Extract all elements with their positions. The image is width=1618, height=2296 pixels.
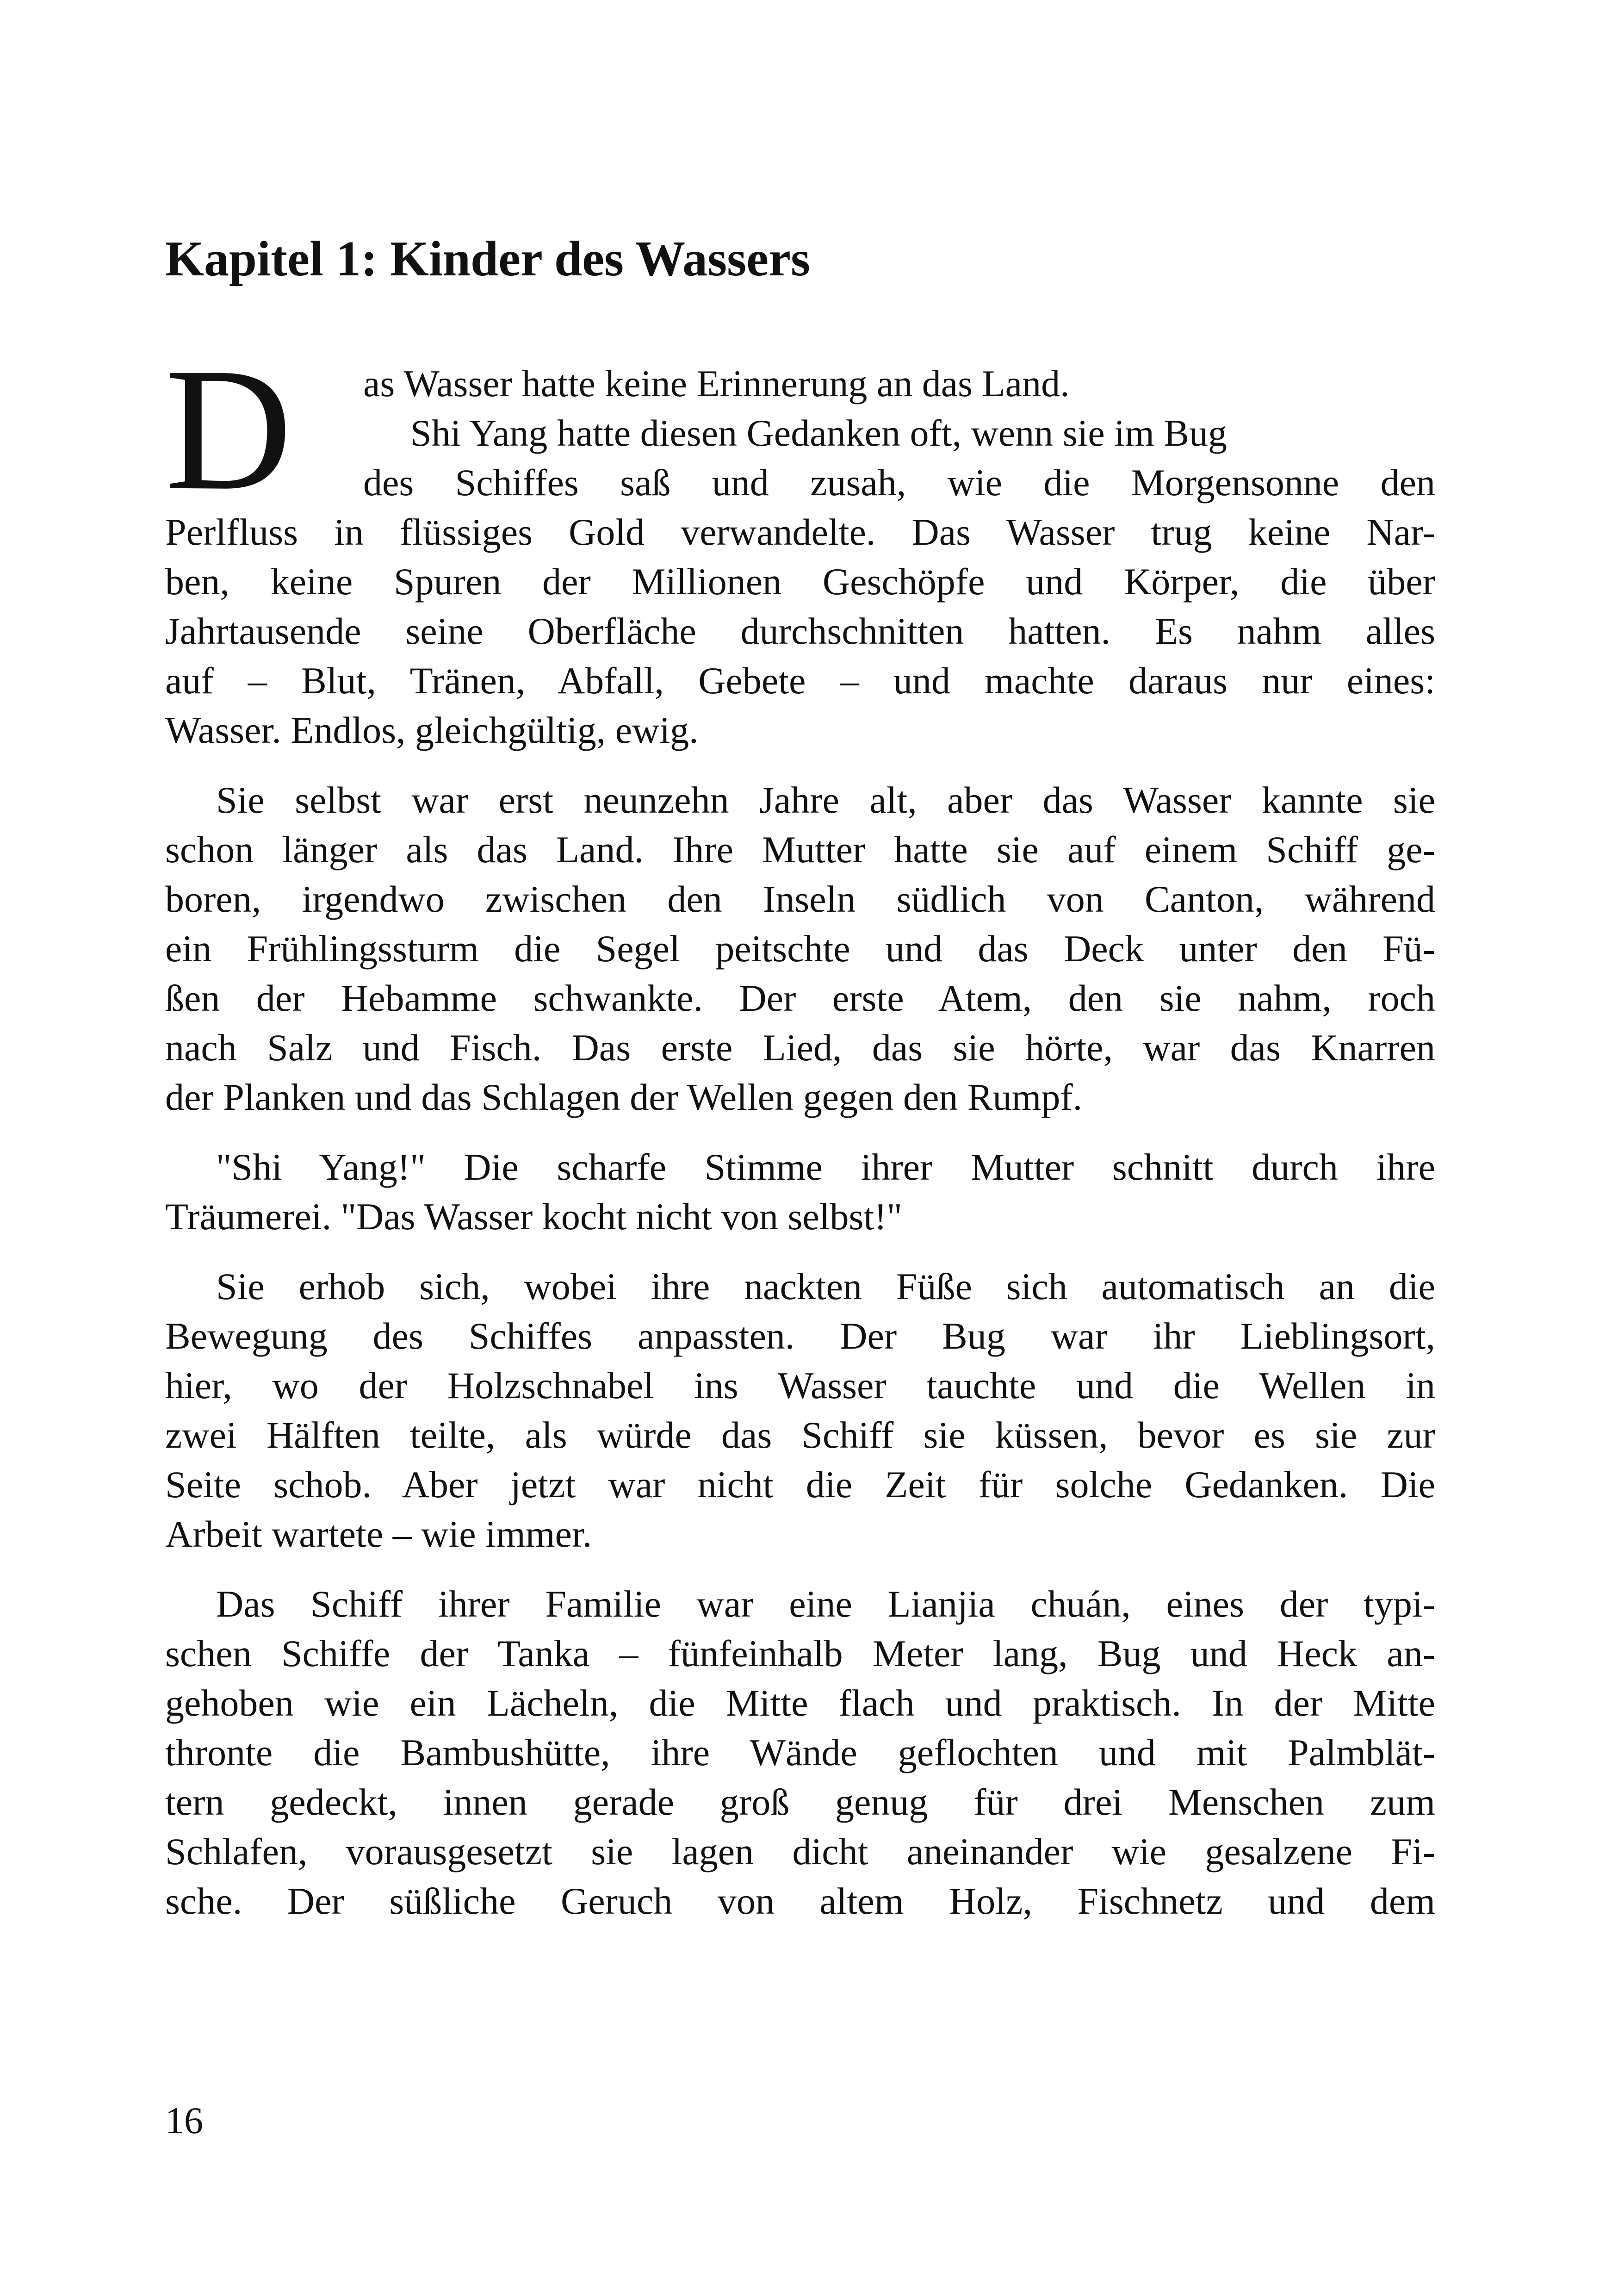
text-line: tern gedeckt, innen gerade groß genug für drei Menschen zum <box>165 1781 1435 1823</box>
paragraph-gap <box>165 1122 1435 1142</box>
paragraph-gap <box>165 755 1435 775</box>
text-line: ßen der Hebamme schwankte. Der erste Atem, den sie nahm, roch <box>165 977 1435 1019</box>
text-line: schon länger als das Land. Ihre Mutter hatte sie auf einem Schiff ge- <box>165 828 1435 871</box>
text-line: Bewegung des Schiffes anpassten. Der Bug war ihr Lieblingsort, <box>165 1315 1435 1357</box>
text-line: Träumerei. "Das Wasser kocht nicht von selbst!" <box>165 1195 903 1238</box>
text-line: Shi Yang hatte diesen Gedanken oft, wenn sie im Bug <box>410 412 1227 454</box>
text-line: Sie selbst war erst neunzehn Jahre alt, aber das Wasser kannte sie <box>216 779 1435 821</box>
text-line: hier, wo der Holzschnabel ins Wasser tauchte und die Wellen in <box>165 1364 1435 1406</box>
paragraph <box>165 1579 1435 1926</box>
paragraph <box>165 1142 1435 1241</box>
body-text <box>165 359 1435 1926</box>
text-line: boren, irgendwo zwischen den Inseln südlich von Canton, während <box>165 878 1435 920</box>
text-line: Schlafen, vorausgesetzt sie lagen dicht aneinander wie gesalzene Fi- <box>165 1830 1435 1873</box>
text-line: Das Schiff ihrer Familie war eine Lianjia chuán, eines der typi- <box>216 1583 1435 1625</box>
paragraph <box>165 359 1435 408</box>
text-line: gehoben wie ein Lächeln, die Mitte flach und praktisch. In der Mitte <box>165 1682 1435 1724</box>
text-line: thronte die Bambushütte, ihre Wände geflochten und mit Palmblät- <box>165 1731 1435 1773</box>
text-line: ein Frühlingssturm die Segel peitschte und das Deck unter den Fü- <box>165 927 1435 970</box>
text-line: ben, keine Spuren der Millionen Geschöpfe und Körper, die über <box>165 560 1435 603</box>
chapter-title: Kapitel 1: Kinder des Wassers <box>165 231 811 286</box>
text-line: Seite schob. Aber jetzt war nicht die Zeit für solche Gedanken. Die <box>165 1463 1435 1506</box>
paragraph <box>165 775 1435 1122</box>
text-line: auf – Blut, Tränen, Abfall, Gebete – und machte daraus nur eines: <box>165 660 1435 702</box>
paragraph-gap <box>165 1241 1435 1262</box>
text-line: zwei Hälften teilte, als würde das Schiff sie küssen, bevor es sie zur <box>165 1414 1435 1456</box>
text-line: as Wasser hatte keine Erinnerung an das Land. <box>363 362 1070 404</box>
page-number: 16 <box>165 2099 203 2141</box>
text-line: "Shi Yang!" Die scharfe Stimme ihrer Mutter schnitt durch ihre <box>216 1146 1435 1188</box>
text-line: schen Schiffe der Tanka – fünfeinhalb Meter lang, Bug und Heck an- <box>165 1632 1435 1674</box>
text-line: der Planken und das Schlagen der Wellen gegen den Rumpf. <box>165 1076 1083 1118</box>
paragraph-gap <box>165 1559 1435 1579</box>
text-line: Perlfluss in flüssiges Gold verwandelte. Das Wasser trug keine Nar- <box>165 511 1435 553</box>
paragraph <box>165 1262 1435 1559</box>
text-line: Sie erhob sich, wobei ihre nackten Füße sich automatisch an die <box>216 1265 1435 1307</box>
text-line: des Schiffes saß und zusah, wie die Morgensonne den <box>363 461 1435 504</box>
text-line: Arbeit wartete – wie immer. <box>165 1513 592 1555</box>
text-line: Jahrtausende seine Oberfläche durchschnitten hatten. Es nahm alles <box>165 610 1435 652</box>
text-line: nach Salz und Fisch. Das erste Lied, das sie hörte, war das Knarren <box>165 1027 1435 1069</box>
drop-cap: D <box>165 332 292 527</box>
text-line: Wasser. Endlos, gleichgültig, ewig. <box>165 709 699 751</box>
text-line: sche. Der süßliche Geruch von altem Holz, Fischnetz und dem <box>165 1880 1435 1922</box>
paragraph <box>165 408 1435 755</box>
